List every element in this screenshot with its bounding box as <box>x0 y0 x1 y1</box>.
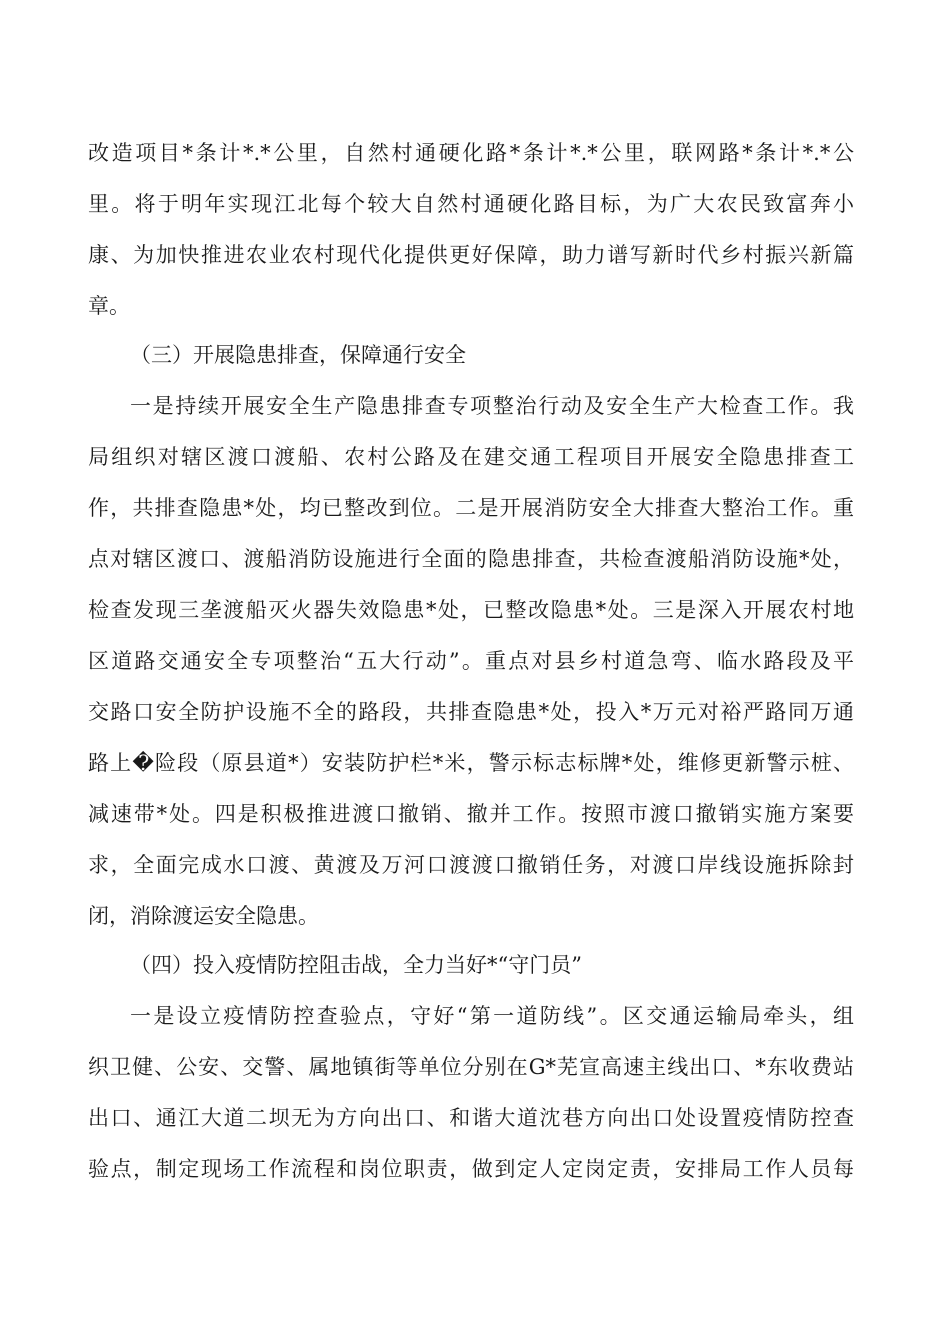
paragraph-1-line: 里。将于明年实现江北每个较大自然村通硬化路目标，为广大农民致富奔小 <box>88 192 854 216</box>
paragraph-2-line: 路上�险段（原县道*）安装防护栏*米，警示标志标牌*处，维修更新警示桩、 <box>88 751 854 775</box>
paragraph-1 <box>88 128 854 332</box>
paragraph-2-line: 减速带*处。四是积极推进渡口撤销、撤并工作。按照市渡口撤销实施方案要 <box>88 802 854 826</box>
paragraph-1-line: 改造项目*条计*.*公里，自然村通硬化路*条计*.*公里，联网路*条计*.*公 <box>88 141 854 165</box>
paragraph-2-line: 作，共排查隐患*处，均已整改到位。二是开展消防安全大排查大整治工作。重 <box>88 496 854 520</box>
paragraph-2-line: 检查发现三垄渡船灭火器失效隐患*处，已整改隐患*处。三是深入开展农村地 <box>88 598 854 622</box>
paragraph-1-line: 康、为加快推进农业农村现代化提供更好保障，助力谱写新时代乡村振兴新篇 <box>88 243 854 267</box>
paragraph-2-line: 闭，消除渡运安全隐患。 <box>88 904 319 928</box>
paragraph-1-line: 章。 <box>88 294 130 318</box>
paragraph-3-line: 一是设立疫情防控查验点，守好“第一道防线”。区交通运输局牵头，组 <box>130 1004 854 1028</box>
paragraph-2-line: 区道路交通安全专项整治“五大行动”。重点对县乡村道急弯、临水路段及平 <box>88 649 854 673</box>
paragraph-3-line: 出口、通江大道二坝无为方向出口、和谐大道沈巷方向出口处设置疫情防控查 <box>88 1106 854 1130</box>
paragraph-2-line: 求，全面完成水口渡、黄渡及万河口渡渡口撤销任务，对渡口岸线设施拆除封 <box>88 853 854 877</box>
paragraph-2-line: 局组织对辖区渡口渡船、农村公路及在建交通工程项目开展安全隐患排查工 <box>88 445 854 469</box>
section-heading-3 <box>88 330 854 381</box>
paragraph-2 <box>88 381 854 942</box>
paragraph-2-line: 一是持续开展安全生产隐患排查专项整治行动及安全生产大检查工作。我 <box>130 394 854 418</box>
section-heading-4-text: （四）投入疫情防控阻击战，全力当好*“守门员” <box>130 953 582 977</box>
paragraph-3 <box>88 991 854 1195</box>
paragraph-3-line: 织卫健、公安、交警、属地镇街等单位分别在G*芜宣高速主线出口、*东收费站 <box>88 1055 854 1079</box>
section-heading-3-text: （三）开展隐患排查，保障通行安全 <box>130 343 466 367</box>
paragraph-3-line: 验点，制定现场工作流程和岗位职责，做到定人定岗定责，安排局工作人员每 <box>88 1157 854 1181</box>
section-heading-4 <box>88 940 854 991</box>
paragraph-2-line: 点对辖区渡口、渡船消防设施进行全面的隐患排查，共检查渡船消防设施*处， <box>88 547 854 571</box>
paragraph-2-line: 交路口安全防护设施不全的路段，共排查隐患*处，投入*万元对裕严路同万通 <box>88 700 854 724</box>
